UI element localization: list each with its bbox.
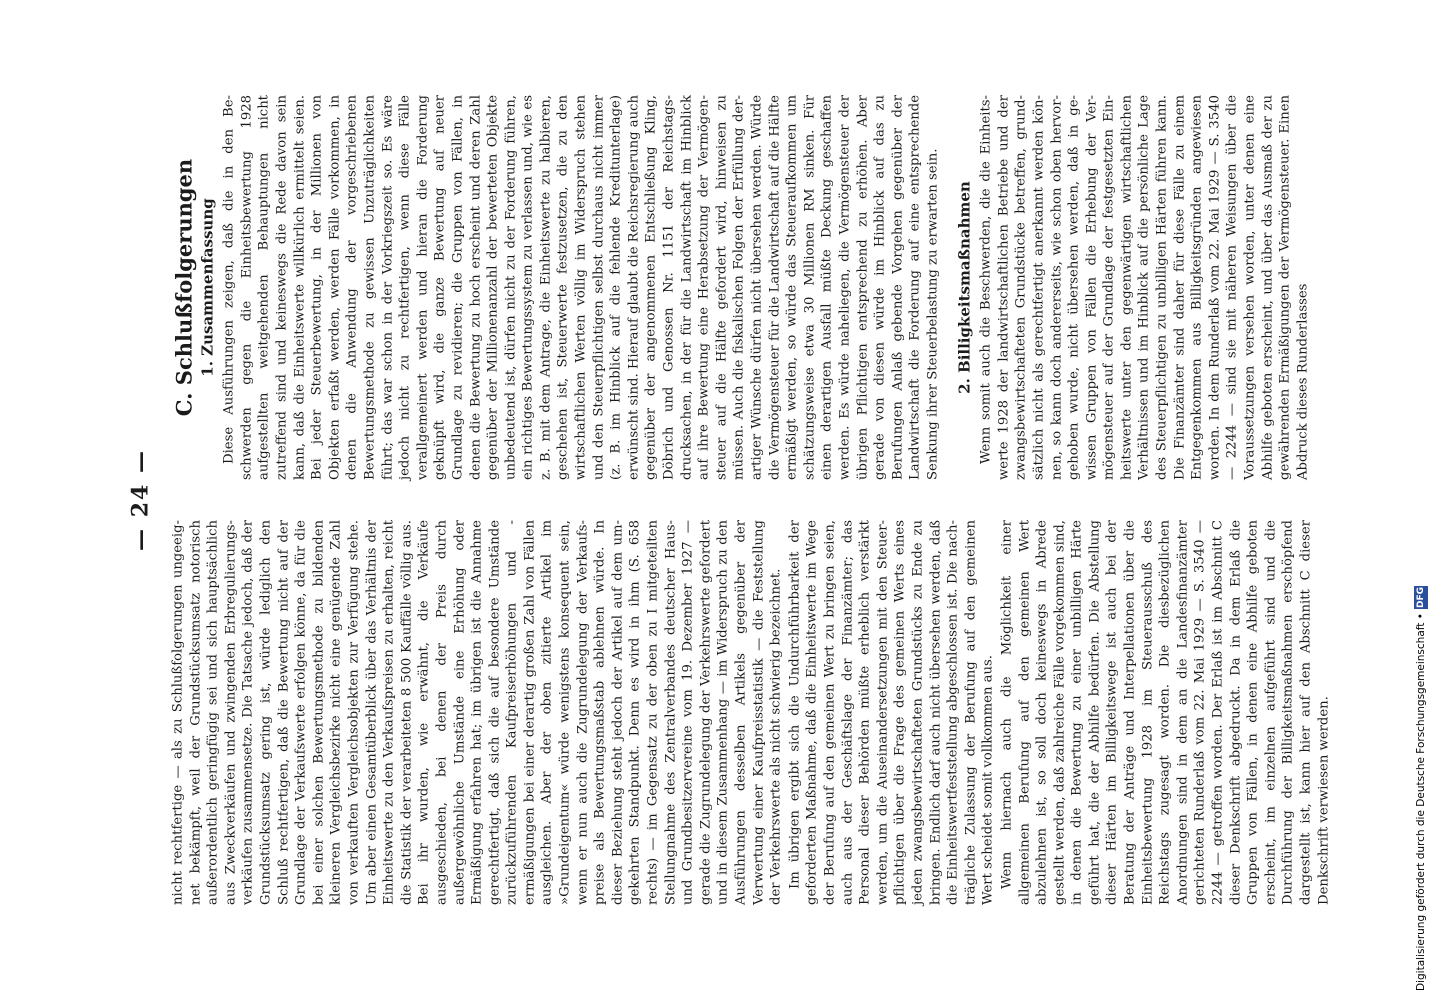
subsection-title-1: 1. Zusammenfassung bbox=[198, 198, 217, 377]
section-title: C. Schlußfolgerungen bbox=[171, 158, 197, 417]
document-page bbox=[120, 90, 1332, 910]
left-paragraph-2: Im übrigen ergibt sich die Undurchführbarkeit der geforderten Maßnahme, daß die Einheitswerte im Wege der Berufung auf den gemeinen Wert zu bringen seien, auch aus der Geschäftslage der Finanzämter; das Personal dieser Behörden müßte erheblich verstärkt werden, um die Auseinandersetzungen mit den Steuerpflichtigen über die Frage des gemeinen Werts eines jeden zwangsbewirtschafteten Grundstücks zu Ende zu bringen. Endlich darf auch nicht übersehen werden, daß die Einheitswertfeststellung abgeschlossen ist. Die nachträgliche Zulassung der Berufung auf den gemeinen Wert scheidet somit vollkommen aus. bbox=[787, 520, 996, 905]
left-paragraph-1: nicht rechtfertige — als zu Schlußfolgerungen ungeeignet bekämpft, weil der Grundstücksumsatz notorisch außerordentlich geringfügig sei und sich hauptsächlich aus Zweckverkäufen und zwingenden Erbregulierungsverkäufen zusammensetze. Die Tatsache jedoch, daß der Grundstücksumsatz gering ist, würde lediglich den Schluß rechtfertigen, daß die Bewertung nicht auf der Grundlage der Verkaufswerte erfolgen könne, da für die bei einer solchen Bewertungsmethode zu bildenden kleineren Vergleichsbezirke nicht eine genügende Zahl von verkauften Vergleichsobjekten zur Verfügung stehe. Um aber einen Gesamtüberblick über das Verhältnis der Einheitswerte zu den Verkaufspreisen zu erhalten, reicht die Statistik der verarbeiteten 8 500 Kauffälle völlig aus. Bei ihr wurden, wie erwähnt, die Verkäufe ausgeschieden, bei denen der Preis durch außergewöhnliche Umstände eine Erhöhung oder Ermäßigung erfahren hat; im übrigen ist die Annahme gerechtfertigt, daß sich die auf besondere Umstände zurückzuführenden Kaufpreiserhöhungen und -ermäßigungen bei einer derartig großen Zahl von Fällen ausgleichen. Aber der oben zitierte Artikel im »Grundeigentum« würde wenigstens konsequent sein, wenn er nun auch die Zugrundelegung der Verkaufspreise als Bewertungsmaßstab ablehnen würde. In dieser Beziehung steht jedoch der Artikel auf dem umgekehrten Standpunkt. Denn es wird in ihm (S. 658 rechts) — im Gegensatz zu der oben zu I mitgeteilten Stellungnahme des Zentralverbandes deutscher Haus- und Grundbesitzervereine vom 19. Dezember 1927 — gerade die Zugrundelegung der Verkehrswerte gefordert und in diesem Zusammenhang — im Widerspruch zu den Ausführungen desselben Artikels gegenüber der Verwertung einer Kaufpreisstatistik — die Feststellung der Verkehrswerte als nicht schwierig bezeichnet. bbox=[170, 520, 784, 905]
subsection-title-2: 2. Billigkeitsmaßnahmen bbox=[955, 181, 974, 394]
right-paragraph-1: Diese Ausführungen zeigen, daß die in den Beschwerden gegen die Einheitsbewertung 1928 aufgestellten weitgehenden Behauptungen nicht zutreffend sind und keineswegs die Rede davon sein kann, daß die Einheitswerte willkürlich ermittelt seien. Bei jeder Steuerbewertung, in der Millionen von Objekten erfaßt werden, werden Fälle vorkommen, in denen die Anwendung der vorgeschriebenen Bewertungsmethode zu gewissen Unzuträglichkeiten führt; das war schon in der Vorkriegszeit so. Es wäre jedoch nicht zu rechtfertigen, wenn diese Fälle verallgemeinert werden und hieran die Forderung geknüpft wird, die ganze Bewertung auf neuer Grundlage zu revidieren; die Gruppen von Fällen, in denen die Bewertung zu hoch erscheint und deren Zahl gegenüber der Millionenanzahl der bewerteten Objekte unbedeutend ist, dürfen nicht zu der Forderung führen, ein richtiges Bewertungssystem zu verlassen und, wie es z. B. mit dem Antrage, die Einheitswerte zu halbieren, geschehen ist, Steuerwerte festzusetzen, die zu den wirtschaftlichen Werten völlig im Widerspruch stehen und den Steuerpflichtigen selbst durchaus nicht immer (z. B. im Hinblick auf die fehlende Kreditunterlage) erwünscht sind. Hierauf glaubt die Reichsregierung auch gegenüber der angenommenen Entschließung Kling, Döbrich und Genossen Nr. 1151 der Reichstagsdrucksachen, in der für die Landwirtschaft im Hinblick auf ihre Bewertung eine Herabsetzung der Vermögensteuer auf die Hälfte gefordert wird, hinweisen zu müssen. Auch die fiskalischen Folgen der Erfüllung derartiger Wünsche dürfen nicht übersehen werden. Würde die Vermögensteuer für die Landwirtschaft auf die Hälfte ermäßigt werden, so würde das Steueraufkommen um schätzungsweise etwa 30 Millionen RM sinken. Für einen derartigen Ausfall müßte Deckung geschaffen werden. Es würde naheliegen, die Vermögensteuer der übrigen Pflichtigen entsprechend zu erhöhen. Aber gerade von diesen würde im Hinblick auf das zu Berufungen Anlaß gebende Vorgehen gegenüber der Landwirtschaft die Forderung auf eine entsprechende Senkung ihrer Steuerbelastung zu erwarten sein. bbox=[221, 94, 941, 480]
digitisation-note-text: Digitalisierung gefördert durch die Deutsche Forschungsgemeinschaft • bbox=[1415, 613, 1427, 991]
left-paragraph-3: Wenn hiernach auch die Möglichkeit einer allgemeinen Berufung auf den gemeinen Wert abzulehnen ist, so soll doch keineswegs in Abrede gestellt werden, daß zahlreiche Fälle vorgekommen sind, in denen die Bewertung zu einer unbilligen Härte geführt hat, die der Abhilfe bedürfen. Die Abstellung dieser Härten im Billigkeitswege ist auch bei der Beratung der Anträge und Interpellationen über die Einheitsbewertung 1928 im Steuerausschuß des Reichstags zugesagt worden. Die diesbezüglichen Anordnungen sind in dem an die Landesfinanzämter gerichteten Runderlaß vom 22. Mai 1929 — S. 3540 — 2244 — getroffen worden. Der Erlaß ist im Abschnitt C dieser Denkschrift abgedruckt. Da in dem Erlaß die Gruppen von Fällen, in denen eine Abhilfe geboten erscheint, im einzelnen aufgeführt sind und die Durchführung der Billigkeitsmaßnahmen erschöpfend dargestellt ist, kann hier auf den Abschnitt C dieser Denkschrift verwiesen werden. bbox=[999, 520, 1332, 905]
digitisation-note bbox=[1412, 6, 1430, 991]
right-column bbox=[170, 95, 1313, 480]
right-paragraph-2: Wenn somit auch die Beschwerden, die die Einheitswerte 1928 der landwirtschaftlichen Betriebe und der zwangsbewirtschafteten Grundstücke betreffen, grundsätzlich nicht als gerechtfertigt anerkannt werden können, so kann doch andererseits, wie schon oben hervorgehoben wurde, nicht übersehen werden, daß in gewissen Gruppen von Fällen die Erhebung der Vermögensteuer auf der Grundlage der festgesetzten Einheitswerte unter den gegenwärtigen wirtschaftlichen Verhältnissen und im Hinblick auf die persönliche Lage des Steuerpflichtigen zu unbilligen Härten führen kann. Die Finanzämter sind daher für diese Fälle zu einem Entgegenkommen aus Billigkeitsgründen angewiesen worden. In dem Runderlaß vom 22. Mai 1929 — S. 3540 — 2244 — sind sie mit näheren Weisungen über die Voraussetzungen versehen worden, unter denen eine Abhilfe geboten erscheint, und über das Ausmaß der zu gewährenden Ermäßigungen der Vermögensteuer. Einen Abdruck dieses Runderlasses bbox=[978, 95, 1311, 480]
left-column bbox=[170, 520, 1334, 905]
dfg-logo: DFG bbox=[1416, 587, 1426, 609]
page-number: — 24 — bbox=[127, 449, 154, 551]
